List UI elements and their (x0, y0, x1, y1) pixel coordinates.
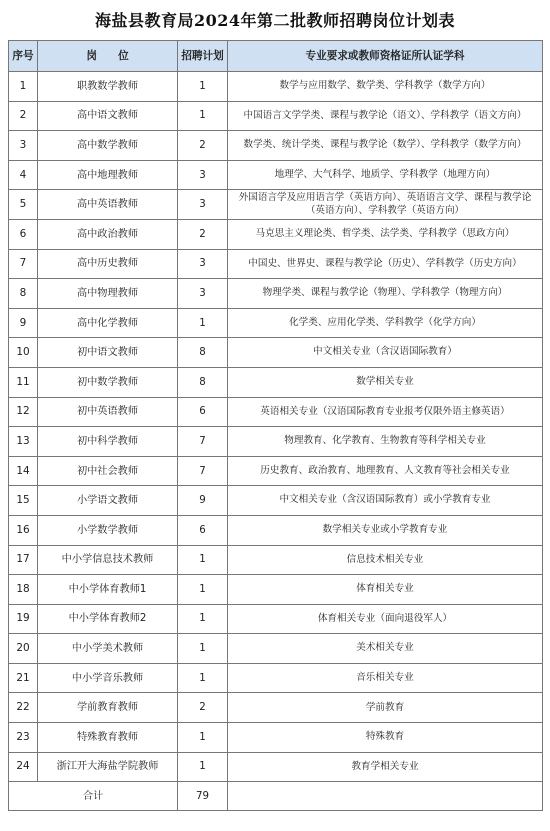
row-index: 13 (9, 427, 38, 457)
table-row (9, 219, 543, 249)
row-index: 21 (9, 663, 38, 693)
row-requirement: 化学类、应用化学类、学科教学（化学方向） (228, 308, 543, 338)
table-row (9, 723, 543, 753)
row-post: 职教数学教师 (38, 72, 178, 102)
row-plan: 3 (178, 160, 228, 190)
row-index: 22 (9, 693, 38, 723)
row-index: 15 (9, 486, 38, 516)
table-row (9, 131, 543, 161)
table-row (9, 72, 543, 102)
row-requirement: 中国史、世界史、课程与教学论（历史）、学科教学（历史方向） (228, 249, 543, 279)
row-post: 中小学音乐教师 (38, 663, 178, 693)
row-requirement: 学前教育 (228, 693, 543, 723)
row-plan: 9 (178, 486, 228, 516)
header-post: 岗 位 (38, 41, 178, 72)
row-index: 16 (9, 515, 38, 545)
row-post: 高中物理教师 (38, 279, 178, 309)
recruitment-plan-table (8, 40, 543, 811)
table-row (9, 338, 543, 368)
table-row (9, 456, 543, 486)
row-post: 中小学体育教师2 (38, 604, 178, 634)
row-plan: 8 (178, 367, 228, 397)
table-row (9, 486, 543, 516)
table-row (9, 427, 543, 457)
row-index: 12 (9, 397, 38, 427)
row-plan: 1 (178, 575, 228, 605)
row-plan: 3 (178, 190, 228, 220)
table-row (9, 190, 543, 220)
table-body (9, 72, 543, 811)
row-requirement: 信息技术相关专业 (228, 545, 543, 575)
row-plan: 1 (178, 663, 228, 693)
row-post: 高中英语教师 (38, 190, 178, 220)
row-post: 中小学美术教师 (38, 634, 178, 664)
row-post: 小学语文教师 (38, 486, 178, 516)
row-post: 高中历史教师 (38, 249, 178, 279)
row-requirement: 英语相关专业（汉语国际教育专业报考仅限外语主修英语） (228, 397, 543, 427)
row-requirement: 体育相关专业 (228, 575, 543, 605)
row-plan: 1 (178, 723, 228, 753)
row-index: 18 (9, 575, 38, 605)
table-row (9, 308, 543, 338)
row-plan: 1 (178, 308, 228, 338)
header-index: 序号 (9, 41, 38, 72)
row-post: 初中科学教师 (38, 427, 178, 457)
row-post: 初中语文教师 (38, 338, 178, 368)
row-index: 1 (9, 72, 38, 102)
row-plan: 1 (178, 545, 228, 575)
row-plan: 2 (178, 219, 228, 249)
row-requirement: 历史教育、政治教育、地理教育、人文教育等社会相关专业 (228, 456, 543, 486)
row-post: 高中语文教师 (38, 101, 178, 131)
total-label: 合计 (9, 782, 178, 811)
document-title: 海盐县教育局2024年第二批教师招聘岗位计划表 (94, 11, 456, 30)
table-row (9, 515, 543, 545)
row-index: 6 (9, 219, 38, 249)
header-requirement: 专业要求或教师资格证所认证学科 (228, 41, 543, 72)
header-plan: 招聘计划 (178, 41, 228, 72)
row-post: 初中社会教师 (38, 456, 178, 486)
total-requirement-empty (228, 782, 543, 811)
table-row (9, 663, 543, 693)
row-plan: 1 (178, 752, 228, 782)
row-index: 4 (9, 160, 38, 190)
row-plan: 1 (178, 634, 228, 664)
table-row (9, 101, 543, 131)
row-post: 浙江开大海盐学院教师 (38, 752, 178, 782)
row-requirement: 中文相关专业（含汉语国际教育） (228, 338, 543, 368)
table-row (9, 279, 543, 309)
row-plan: 3 (178, 249, 228, 279)
table-row (9, 160, 543, 190)
row-plan: 6 (178, 515, 228, 545)
row-requirement: 数学相关专业 (228, 367, 543, 397)
table-row (9, 397, 543, 427)
row-index: 24 (9, 752, 38, 782)
row-requirement: 物理教育、化学教育、生物教育等科学相关专业 (228, 427, 543, 457)
table-row (9, 693, 543, 723)
row-post: 高中地理教师 (38, 160, 178, 190)
row-requirement: 美术相关专业 (228, 634, 543, 664)
row-index: 3 (9, 131, 38, 161)
row-plan: 1 (178, 72, 228, 102)
row-requirement: 音乐相关专业 (228, 663, 543, 693)
row-plan: 2 (178, 131, 228, 161)
row-index: 8 (9, 279, 38, 309)
row-post: 初中英语教师 (38, 397, 178, 427)
row-requirement: 特殊教育 (228, 723, 543, 753)
table-row (9, 367, 543, 397)
row-requirement: 外国语言学及应用语言学（英语方向）、英语语言文学、课程与教学论（英语方向）、学科教学（英语方向） (228, 190, 543, 220)
row-post: 高中化学教师 (38, 308, 178, 338)
row-plan: 7 (178, 427, 228, 457)
table-row (9, 545, 543, 575)
row-index: 11 (9, 367, 38, 397)
table-row (9, 249, 543, 279)
table-row (9, 575, 543, 605)
row-post: 中小学体育教师1 (38, 575, 178, 605)
row-plan: 3 (178, 279, 228, 309)
row-plan: 7 (178, 456, 228, 486)
row-index: 14 (9, 456, 38, 486)
row-plan: 1 (178, 101, 228, 131)
row-plan: 8 (178, 338, 228, 368)
row-index: 23 (9, 723, 38, 753)
row-requirement: 数学与应用数学、数学类、学科教学（数学方向） (228, 72, 543, 102)
total-plan: 79 (178, 782, 228, 811)
row-plan: 6 (178, 397, 228, 427)
row-requirement: 中文相关专业（含汉语国际教育）或小学教育专业 (228, 486, 543, 516)
table-row (9, 752, 543, 782)
row-post: 高中政治教师 (38, 219, 178, 249)
row-post: 初中数学教师 (38, 367, 178, 397)
row-post: 中小学信息技术教师 (38, 545, 178, 575)
total-row (9, 782, 543, 811)
row-requirement: 教育学相关专业 (228, 752, 543, 782)
row-index: 7 (9, 249, 38, 279)
row-index: 5 (9, 190, 38, 220)
row-requirement: 数学相关专业或小学教育专业 (228, 515, 543, 545)
row-index: 20 (9, 634, 38, 664)
row-index: 10 (9, 338, 38, 368)
row-index: 19 (9, 604, 38, 634)
row-requirement: 体育相关专业（面向退役军人） (228, 604, 543, 634)
row-post: 小学数学教师 (38, 515, 178, 545)
row-requirement: 数学类、统计学类、课程与教学论（数学）、学科教学（数学方向） (228, 131, 543, 161)
row-post: 特殊教育教师 (38, 723, 178, 753)
row-requirement: 中国语言文学学类、课程与教学论（语文）、学科教学（语文方向） (228, 101, 543, 131)
row-requirement: 地理学、大气科学、地质学、学科教学（地理方向） (228, 160, 543, 190)
row-index: 17 (9, 545, 38, 575)
row-post: 学前教育教师 (38, 693, 178, 723)
row-post: 高中数学教师 (38, 131, 178, 161)
table-header-row (9, 41, 543, 72)
row-requirement: 物理学类、课程与教学论（物理）、学科教学（物理方向） (228, 279, 543, 309)
table-row (9, 604, 543, 634)
row-plan: 2 (178, 693, 228, 723)
row-requirement: 马克思主义理论类、哲学类、法学类、学科教学（思政方向） (228, 219, 543, 249)
row-index: 2 (9, 101, 38, 131)
row-index: 9 (9, 308, 38, 338)
row-plan: 1 (178, 604, 228, 634)
table-row (9, 634, 543, 664)
